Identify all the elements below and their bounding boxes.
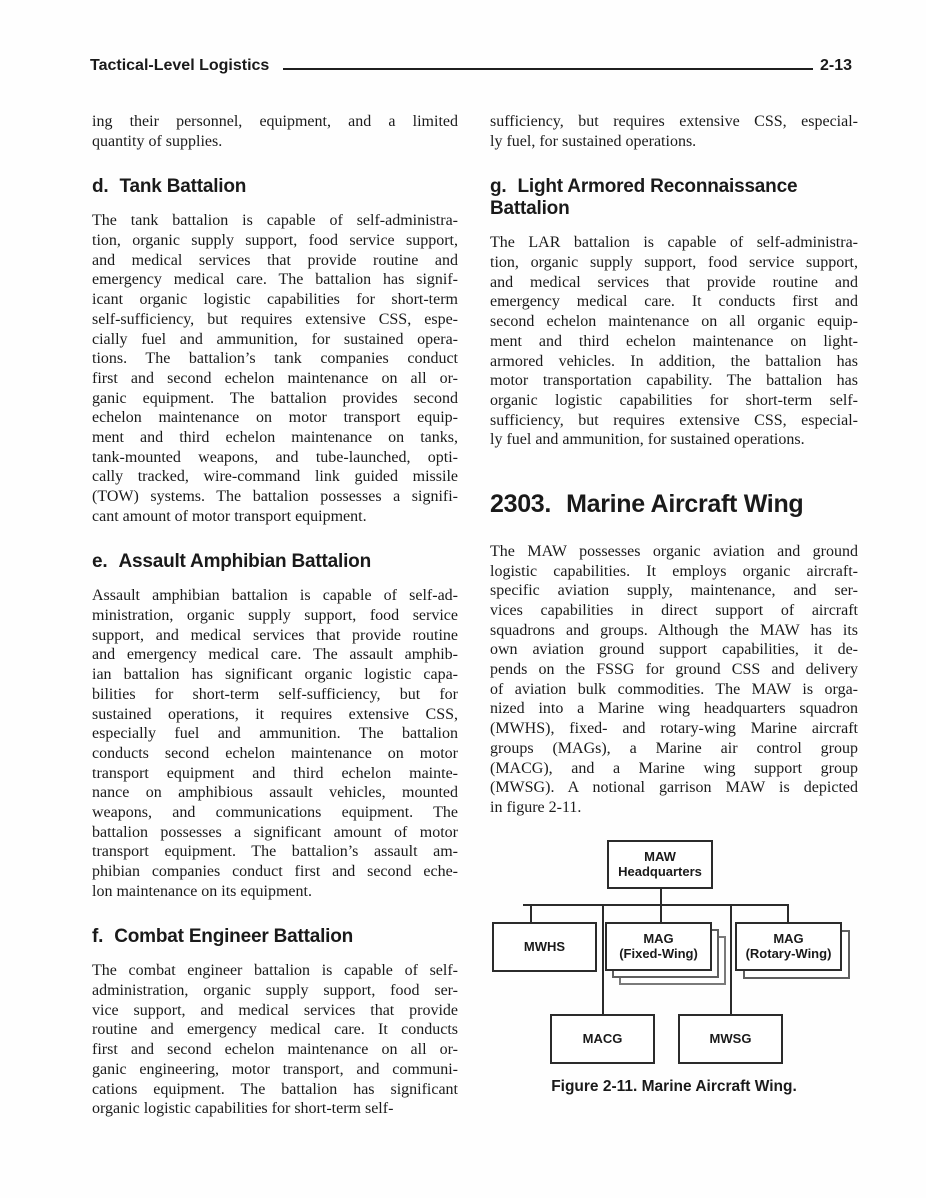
text-line: (MWSG). A notional garrison MAW is depicted bbox=[490, 779, 858, 797]
text-line: self-sufficiency, but requires extensive CSS, espe- bbox=[92, 310, 458, 328]
text-line: sufficiency, but requires extensive CSS, especial- bbox=[490, 411, 858, 429]
text-line: of aviation bulk commodities. The MAW is orga- bbox=[490, 680, 858, 698]
section-letter: f. bbox=[92, 926, 104, 948]
text-line: routine and emergency medical care. It conducts bbox=[92, 1021, 458, 1039]
text-line: cally tracked, wire-command link guided missile bbox=[92, 468, 458, 486]
page-header-title: Tactical-Level Logistics bbox=[90, 57, 270, 74]
text-line: ing their personnel, equipment, and a limited bbox=[92, 113, 458, 130]
text-line: bilities for short-term self-sufficiency, but for bbox=[92, 685, 458, 703]
paragraph-lar-battalion bbox=[490, 233, 858, 450]
section-heading-combat-engineer-battalion bbox=[92, 926, 458, 948]
text-line: ment and third echelon maintenance on light- bbox=[490, 332, 858, 350]
text-line: ly fuel and ammunition, for sustained operations. bbox=[490, 431, 805, 449]
section-title: Assault Amphibian Battalion bbox=[118, 551, 371, 573]
text-line: emergency medical care. The battalion has signif- bbox=[92, 271, 458, 289]
org-box-macg bbox=[550, 1014, 655, 1064]
text-line: tank-mounted weapons, and tube-launched, opti- bbox=[92, 448, 458, 466]
paragraph-continuation bbox=[490, 112, 858, 151]
text-line: and emergency medical care. The assault amphib- bbox=[92, 646, 458, 664]
text-line: icant organic logistic capabilities for short-term bbox=[92, 291, 458, 309]
figure-caption: Figure 2-11. Marine Aircraft Wing. bbox=[551, 1077, 797, 1095]
text-line: sufficiency, but requires extensive CSS, especial- bbox=[490, 113, 858, 130]
text-line: ment and third echelon maintenance on tanks, bbox=[92, 428, 458, 446]
text-line: administration, organic supply support, food ser- bbox=[92, 982, 458, 1000]
text-line: Headquarters bbox=[618, 864, 702, 880]
connector-line bbox=[660, 889, 662, 905]
figure-2-11-org-chart bbox=[490, 838, 858, 1100]
header-rule bbox=[283, 68, 813, 70]
text-line: in figure 2-11. bbox=[490, 798, 582, 816]
text-line: organic logistic capabilities for short-term self- bbox=[490, 391, 858, 409]
text-line: (Fixed-Wing) bbox=[619, 946, 698, 962]
text-line: cant amount of motor transport equipment. bbox=[92, 507, 367, 525]
text-line: quantity of supplies. bbox=[92, 132, 223, 150]
text-line: lon maintenance on its equipment. bbox=[92, 882, 312, 900]
text-line: vices capabilities in direct support of aircraft bbox=[490, 602, 858, 619]
org-box-mag-rotary-wing bbox=[735, 922, 842, 971]
text-line: ly fuel, for sustained operations. bbox=[490, 132, 697, 150]
text-line: first and second echelon maintenance on all or- bbox=[92, 1041, 458, 1059]
text-line: conducts second echelon maintenance on motor bbox=[92, 744, 458, 762]
text-line: pends on the FSSG for ground CSS and delivery bbox=[490, 661, 858, 679]
text-line: tion, organic supply support, food service support, bbox=[490, 254, 858, 272]
connector-line bbox=[730, 906, 732, 1014]
text-line: squadrons and groups. Although the MAW has its bbox=[490, 621, 858, 639]
text-line: first and second echelon maintenance on all or- bbox=[92, 369, 458, 387]
text-line: Assault amphibian battalion is capable of self-ad- bbox=[92, 587, 458, 605]
connector-line bbox=[602, 906, 604, 1014]
connector-line bbox=[523, 904, 789, 906]
page-number: 2-13 bbox=[820, 57, 853, 74]
paragraph-continuation bbox=[92, 112, 458, 151]
article-heading-marine-aircraft-wing bbox=[490, 490, 858, 518]
org-box-mwsg bbox=[678, 1014, 783, 1064]
text-line: The LAR battalion is capable of self-administra- bbox=[490, 234, 858, 252]
text-line: transport equipment and third echelon mainte- bbox=[92, 764, 458, 782]
text-line: nance on amphibious assault vehicles, mounted bbox=[92, 784, 458, 802]
text-line: MAG bbox=[643, 931, 674, 947]
text-line: MACG bbox=[582, 1031, 623, 1047]
text-line: emergency medical care. It conducts first and bbox=[490, 293, 858, 311]
org-box-maw-headquarters bbox=[607, 840, 713, 889]
org-box-mag-fixed-wing bbox=[605, 922, 712, 971]
text-line: (MWHS), fixed- and rotary-wing Marine aircraft bbox=[490, 720, 858, 738]
section-heading-tank-battalion bbox=[92, 176, 458, 198]
text-line: (Rotary-Wing) bbox=[745, 946, 832, 962]
text-line: ministration, organic supply support, food service bbox=[92, 607, 458, 625]
right-column bbox=[490, 112, 858, 1100]
text-line: ganic engineering, motor transport, and communi- bbox=[92, 1060, 458, 1078]
text-line: The combat engineer battalion is capable of self- bbox=[92, 962, 458, 980]
text-line: (TOW) systems. The battalion possesses a signifi- bbox=[92, 488, 458, 505]
connector-line bbox=[660, 906, 662, 922]
text-line: organic logistic capabilities for short-term self- bbox=[92, 1100, 394, 1118]
text-line: support, and medical services that provide routine bbox=[92, 626, 458, 644]
text-line: weapons, and communications equipment. The bbox=[92, 803, 458, 821]
text-line: MWSG bbox=[709, 1031, 752, 1047]
text-line: especially fuel and ammunition. The battalion bbox=[92, 725, 458, 743]
text-line: specific aviation supply, maintenance, and ser- bbox=[490, 582, 858, 600]
article-title: Marine Aircraft Wing bbox=[566, 489, 804, 518]
section-title: Combat Engineer Battalion bbox=[114, 926, 354, 948]
text-line: cially fuel and ammunition, for sustained opera- bbox=[92, 330, 458, 348]
text-line: ganic equipment. The battalion provides second bbox=[92, 389, 458, 407]
article-number: 2303. bbox=[490, 489, 552, 518]
text-line: transport equipment. The battalion’s assault am- bbox=[92, 843, 458, 861]
connector-line bbox=[530, 906, 532, 922]
text-line: vice support, and medical services that provide bbox=[92, 1001, 458, 1019]
text-line: cations equipment. The battalion has significant bbox=[92, 1080, 458, 1098]
text-line: groups (MAGs), a Marine air control group bbox=[490, 739, 858, 757]
section-title: Tank Battalion bbox=[119, 176, 247, 198]
text-line: The tank battalion is capable of self-administra- bbox=[92, 212, 458, 230]
section-heading-lar-battalion bbox=[490, 176, 858, 220]
text-line: echelon maintenance on motor transport equip- bbox=[92, 409, 458, 427]
paragraph-marine-aircraft-wing bbox=[490, 542, 858, 818]
section-letter: e. bbox=[92, 551, 108, 573]
text-line: tion, organic supply support, food service support, bbox=[92, 232, 458, 250]
section-letter: d. bbox=[92, 176, 109, 198]
text-line: The MAW possesses organic aviation and ground bbox=[490, 542, 858, 560]
org-box-mwhs bbox=[492, 922, 597, 972]
text-line: MWHS bbox=[523, 939, 566, 955]
text-line: motor transportation capability. The battalion has bbox=[490, 372, 858, 390]
text-line: logistic capabilities. It employs organic aircraft- bbox=[490, 562, 858, 580]
text-line: and medical services that provide routine and bbox=[490, 273, 858, 291]
text-line: MAG bbox=[773, 931, 804, 947]
text-line: (MACG), and a Marine wing support group bbox=[490, 759, 858, 777]
text-line: ian battalion has significant organic logistic capa- bbox=[92, 666, 458, 684]
text-line: battalion possesses a significant amount of motor bbox=[92, 823, 458, 841]
text-line: second echelon maintenance on all organic equip- bbox=[490, 313, 858, 331]
paragraph-combat-engineer-battalion bbox=[92, 961, 458, 1119]
section-title: Light Armored Reconnaissance Battalion bbox=[490, 176, 798, 220]
section-heading-assault-amphibian-battalion bbox=[92, 551, 458, 573]
connector-line bbox=[787, 904, 789, 922]
paragraph-assault-amphibian-battalion bbox=[92, 586, 458, 901]
text-line: and medical services that provide routine and bbox=[92, 251, 458, 269]
text-line: armored vehicles. In addition, the battalion has bbox=[490, 352, 858, 370]
text-line: own aviation ground support capabilities, it de- bbox=[490, 641, 858, 659]
left-column bbox=[92, 112, 458, 1119]
text-line: MAW bbox=[644, 849, 676, 865]
text-line: nized into a Marine wing headquarters squadron bbox=[490, 700, 858, 718]
text-line: tions. The battalion’s tank companies conduct bbox=[92, 350, 458, 368]
paragraph-tank-battalion bbox=[92, 211, 458, 526]
text-line: phibian companies conduct first and second eche- bbox=[92, 863, 458, 880]
text-line: sustained operations, it requires extensive CSS, bbox=[92, 705, 458, 723]
section-letter: g. bbox=[490, 176, 507, 198]
